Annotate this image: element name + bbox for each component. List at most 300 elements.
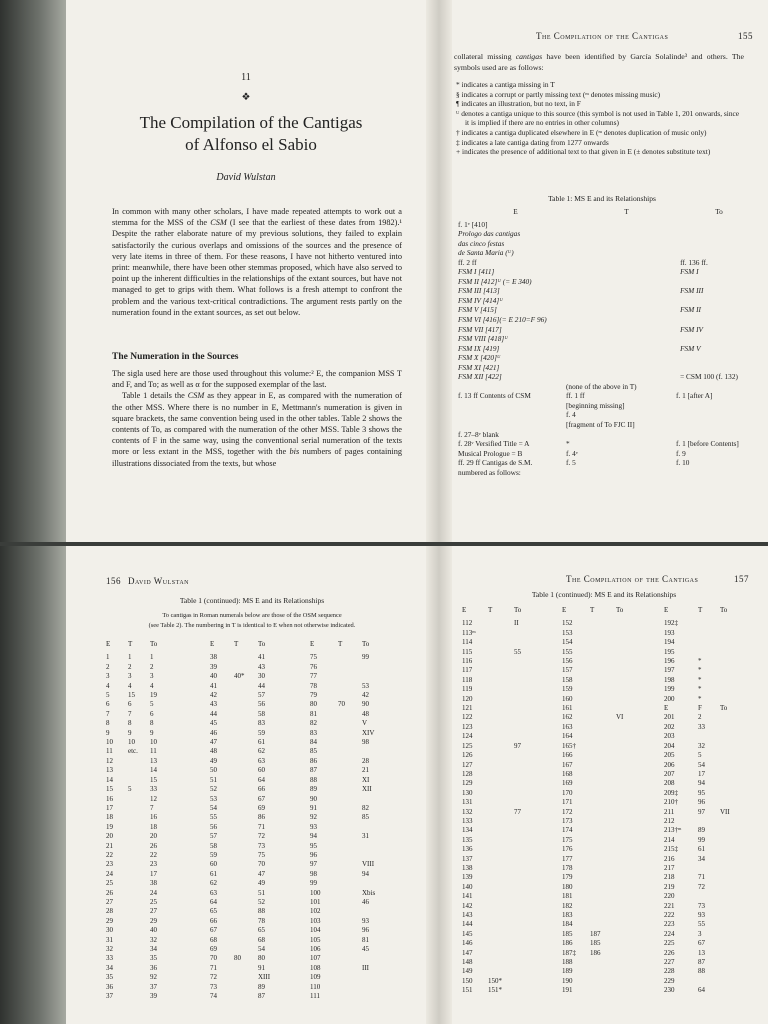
grid-cell: 18 bbox=[150, 822, 157, 831]
grid-cell bbox=[616, 845, 664, 854]
grid-cell bbox=[488, 958, 514, 967]
grid-cell bbox=[128, 851, 150, 860]
grid-cell bbox=[338, 823, 362, 832]
grid-row bbox=[106, 964, 392, 973]
grid-cell: 97 bbox=[698, 807, 705, 816]
grid-cell bbox=[488, 789, 514, 798]
grid-cell: 133 bbox=[462, 816, 473, 825]
grid-cell bbox=[720, 977, 748, 986]
grid-cell bbox=[616, 920, 664, 929]
grid-cell: 216 bbox=[664, 854, 675, 863]
grid-cell: 144 bbox=[462, 920, 473, 929]
table1-cell bbox=[680, 248, 758, 258]
grid-cell: 87 bbox=[310, 766, 317, 775]
grid-cell bbox=[590, 958, 616, 967]
grid-cell: 61 bbox=[210, 869, 217, 878]
grid-cell bbox=[590, 967, 616, 976]
grid-cell: 189 bbox=[562, 967, 573, 976]
grid-cell bbox=[590, 873, 616, 882]
continuation-text: collateral missing cantigas have been identified by García Solalinde³ and others. The symbols used are as follows: bbox=[454, 52, 744, 72]
grid-cell bbox=[616, 685, 664, 694]
grid-cell bbox=[338, 983, 362, 992]
grid-cell bbox=[338, 747, 362, 756]
grid-cell bbox=[338, 860, 362, 869]
grid-cell bbox=[514, 864, 562, 873]
grid-cell bbox=[128, 766, 150, 775]
grid-cell: 182 bbox=[562, 901, 573, 910]
table1-row bbox=[458, 420, 758, 430]
grid-cell bbox=[488, 873, 514, 882]
grid-cell bbox=[338, 795, 362, 804]
grid-cell bbox=[338, 719, 362, 728]
grid-cell: 46 bbox=[362, 897, 369, 906]
grid-row bbox=[462, 751, 748, 760]
grid-cell: 184 bbox=[562, 920, 573, 929]
grid-cell: 186 bbox=[562, 939, 573, 948]
grid-cell bbox=[488, 967, 514, 976]
grid-cell: 176 bbox=[562, 845, 573, 854]
grid-cell bbox=[616, 666, 664, 675]
grid-cell bbox=[362, 851, 392, 860]
grid-cell bbox=[514, 770, 562, 779]
grid-cell bbox=[616, 892, 664, 901]
table1-caption: Table 1: MS E and its Relationships bbox=[548, 194, 656, 203]
grid-cell: 193 bbox=[664, 628, 675, 637]
grid-cell bbox=[590, 685, 616, 694]
grid-cell bbox=[362, 983, 392, 992]
grid-cell: 16 bbox=[150, 813, 157, 822]
grid-row bbox=[462, 629, 748, 638]
grid-row bbox=[106, 729, 392, 738]
grid-cell bbox=[616, 939, 664, 948]
table1-cell: = CSM 100 (f. 132) bbox=[680, 372, 738, 382]
grid-cell: * bbox=[698, 666, 702, 675]
grid-cell: 112 bbox=[462, 619, 473, 628]
grid-cell: 219 bbox=[664, 882, 675, 891]
grid-cell: 170 bbox=[562, 788, 573, 797]
grid-cell bbox=[590, 751, 616, 760]
grid-cell bbox=[338, 653, 362, 662]
table1-cell: f. 1ᵛ [410] bbox=[458, 219, 488, 229]
grid-cell bbox=[488, 695, 514, 704]
grid-cell bbox=[338, 889, 362, 898]
table1-row bbox=[458, 439, 758, 449]
grid-cell bbox=[590, 629, 616, 638]
grid-cell: 77 bbox=[310, 672, 317, 681]
grid-cell bbox=[234, 851, 258, 860]
grid-cell: 1 bbox=[128, 653, 132, 662]
grid-cell: 60 bbox=[258, 766, 265, 775]
table1-row bbox=[458, 372, 758, 382]
grid-cell: 54 bbox=[698, 760, 705, 769]
grid-cell: XIV bbox=[362, 728, 375, 737]
table1-cell bbox=[458, 410, 576, 420]
table1-row bbox=[458, 391, 758, 401]
grid-cell: 7 bbox=[128, 709, 132, 718]
grid-cell: 10 bbox=[106, 738, 113, 747]
grid-cell bbox=[488, 826, 514, 835]
grid-row bbox=[106, 992, 392, 1001]
table1-row bbox=[458, 296, 758, 306]
grid-row bbox=[462, 836, 748, 845]
grid-row bbox=[106, 898, 392, 907]
grid-cell: 105 bbox=[310, 935, 321, 944]
grid-cell: 198 bbox=[664, 675, 675, 684]
grid-cell: 14 bbox=[106, 775, 113, 784]
grid-cell bbox=[616, 902, 664, 911]
grid-row bbox=[462, 855, 748, 864]
grid-cell: III bbox=[362, 963, 369, 972]
grid-cell bbox=[720, 845, 748, 854]
grid-cell bbox=[488, 657, 514, 666]
grid-cell bbox=[338, 870, 362, 879]
grid-cell: 87 bbox=[698, 958, 705, 967]
grid-cell bbox=[234, 945, 258, 954]
grid-cell: 91 bbox=[258, 963, 265, 972]
grid-cell: 13 bbox=[150, 756, 157, 765]
grid-cell bbox=[234, 747, 258, 756]
table1-cell bbox=[573, 229, 680, 239]
grid-cell: 74 bbox=[210, 992, 217, 1001]
grid-cell: 54 bbox=[258, 945, 265, 953]
grid-cell bbox=[720, 939, 748, 948]
grid-row bbox=[462, 902, 748, 911]
grid-cell: 85 bbox=[310, 747, 317, 756]
grid-header-cell: E bbox=[562, 606, 567, 614]
grid-cell bbox=[514, 826, 562, 835]
grid-cell: 94 bbox=[362, 869, 369, 878]
grid-cell bbox=[720, 864, 748, 873]
table-note-2: (see Table 2). The numbering in T is identical to E when not otherwise indicated. bbox=[148, 622, 356, 629]
grid-cell bbox=[720, 676, 748, 685]
grid-row bbox=[462, 713, 748, 722]
grid-cell bbox=[338, 992, 362, 1001]
grid-cell: 17 bbox=[698, 769, 705, 778]
grid-cell bbox=[720, 826, 748, 835]
table1-cell bbox=[680, 239, 758, 249]
grid-cell: 89 bbox=[310, 785, 317, 794]
grid-cell bbox=[362, 663, 392, 672]
grid-cell: 134 bbox=[462, 826, 473, 835]
grid-cell bbox=[720, 685, 748, 694]
page-number-156: 156 bbox=[106, 576, 121, 586]
grid-row bbox=[462, 930, 748, 939]
grid-cell: 64 bbox=[698, 986, 705, 995]
grid-cell bbox=[514, 638, 562, 647]
grid-cell bbox=[616, 873, 664, 882]
grid-cell bbox=[488, 779, 514, 788]
grid-cell: 23 bbox=[150, 860, 157, 869]
table1-cell: numbered as follows: bbox=[458, 467, 521, 477]
table1-row bbox=[458, 468, 758, 478]
grid-cell bbox=[590, 723, 616, 732]
grid-cell: 217 bbox=[664, 863, 675, 872]
grid-cell: Xbis bbox=[362, 888, 376, 897]
grid-cell bbox=[514, 713, 562, 722]
grid-cell bbox=[616, 808, 664, 817]
grid-cell: 73 bbox=[210, 982, 217, 991]
grid-row bbox=[462, 892, 748, 901]
grid-cell: 187‡ bbox=[562, 948, 576, 957]
grid-cell: 8 bbox=[150, 719, 154, 728]
grid-cell: 97 bbox=[310, 860, 317, 869]
grid-cell bbox=[234, 926, 258, 935]
grid-row bbox=[106, 719, 392, 728]
grid-cell bbox=[590, 713, 616, 722]
grid-cell bbox=[590, 695, 616, 704]
grid-row bbox=[106, 870, 392, 879]
grid-cell bbox=[338, 804, 362, 813]
grid-row bbox=[462, 986, 748, 995]
grid-header-cell: E bbox=[462, 606, 467, 614]
grid-header-cell: To bbox=[720, 606, 728, 614]
grid-row bbox=[106, 653, 392, 662]
grid-cell: 30 bbox=[258, 672, 265, 681]
grid-cell bbox=[338, 757, 362, 766]
grid-cell bbox=[338, 964, 362, 973]
table1-cell: FSM X [420]ᵁ bbox=[458, 353, 501, 363]
grid-cell: 32 bbox=[106, 945, 113, 953]
continuation-block bbox=[454, 52, 744, 73]
table1-cell: Prologo das cantigas bbox=[458, 229, 521, 239]
grid-row bbox=[462, 619, 748, 628]
grid-cell bbox=[234, 964, 258, 973]
grid-cell: 6 bbox=[128, 700, 132, 709]
grid-cell bbox=[234, 842, 258, 851]
grid-cell: 125 bbox=[462, 741, 473, 750]
grid-row bbox=[462, 685, 748, 694]
grid-cell: 75 bbox=[258, 850, 265, 859]
table1-cont-right bbox=[462, 606, 748, 996]
grid-cell bbox=[234, 682, 258, 691]
grid-cell: 53 bbox=[362, 681, 369, 690]
grid-cell bbox=[234, 653, 258, 662]
grid-cell: 5 bbox=[106, 691, 110, 700]
page-number-157: 157 bbox=[734, 574, 749, 584]
table1-row bbox=[458, 353, 758, 363]
table1-cell: FSM VIII [418]ᵁ bbox=[458, 334, 508, 344]
table1-cell bbox=[573, 334, 680, 344]
grid-row bbox=[462, 676, 748, 685]
grid-cell: 50 bbox=[210, 766, 217, 775]
grid-row bbox=[462, 958, 748, 967]
grid-cell: 208 bbox=[664, 779, 675, 788]
grid-cell: XI bbox=[362, 775, 370, 784]
grid-cell: 116 bbox=[462, 657, 473, 666]
grid-row bbox=[106, 691, 392, 700]
grid-cell: 2 bbox=[150, 662, 154, 671]
symbol-line: § indicates a corrupt or partly missing text (ᵐ denotes missing music) bbox=[456, 89, 661, 99]
grid-cell bbox=[590, 836, 616, 845]
grid-cell bbox=[590, 864, 616, 873]
grid-cell bbox=[128, 936, 150, 945]
grid-cell bbox=[698, 864, 720, 873]
grid-cell: VIII bbox=[362, 860, 375, 869]
grid-cell: 86 bbox=[310, 756, 317, 765]
symbol-line: + indicates the presence of additional text to that given in E (± denotes substitute text) bbox=[456, 147, 711, 157]
grid-row bbox=[462, 742, 748, 751]
grid-cell bbox=[616, 695, 664, 704]
grid-cell bbox=[616, 798, 664, 807]
grid-row bbox=[462, 864, 748, 873]
grid-cell bbox=[362, 747, 392, 756]
grid-cell: 67 bbox=[258, 794, 265, 803]
grid-cell: 81 bbox=[362, 935, 369, 944]
grid-cell: 204 bbox=[664, 741, 675, 750]
table1-row bbox=[458, 220, 758, 230]
table1-cell bbox=[573, 258, 680, 268]
grid-row bbox=[462, 826, 748, 835]
grid-cell bbox=[488, 949, 514, 958]
grid-cell bbox=[128, 964, 150, 973]
grid-cell: 71 bbox=[210, 963, 217, 972]
grid-cell: 93 bbox=[362, 916, 369, 925]
grid-cell: 55 bbox=[210, 813, 217, 822]
grid-cell: 69 bbox=[258, 803, 265, 812]
grid-cell: 24 bbox=[150, 888, 157, 897]
grid-cell bbox=[720, 817, 748, 826]
grid-cell bbox=[338, 766, 362, 775]
grid-cell: 56 bbox=[210, 822, 217, 831]
table1-cell bbox=[573, 286, 680, 296]
grid-header-cell: T bbox=[488, 606, 493, 614]
grid-cell bbox=[616, 676, 664, 685]
grid-cell bbox=[362, 672, 392, 681]
grid-cell: 154 bbox=[562, 638, 573, 647]
grid-row bbox=[106, 672, 392, 681]
chapter-title bbox=[86, 112, 416, 156]
spine-fold bbox=[426, 546, 452, 1024]
grid-cell bbox=[616, 883, 664, 892]
table1-row bbox=[458, 410, 758, 420]
grid-cell: 124 bbox=[462, 732, 473, 741]
grid-cell: 64 bbox=[258, 775, 265, 784]
grid-cell: 28 bbox=[106, 907, 113, 916]
grid-cell: 153 bbox=[562, 628, 573, 637]
grid-cell bbox=[128, 870, 150, 879]
grid-cell bbox=[234, 700, 258, 709]
grid-cell: 187 bbox=[590, 929, 601, 938]
grid-cell: 201 bbox=[664, 713, 675, 722]
grid-cell: 109 bbox=[310, 973, 321, 982]
grid-cell: 31 bbox=[362, 832, 369, 841]
grid-cell bbox=[590, 902, 616, 911]
grid-cell bbox=[590, 883, 616, 892]
grid-cell bbox=[514, 676, 562, 685]
table1-row bbox=[458, 305, 758, 315]
grid-cell bbox=[590, 892, 616, 901]
grid-cell bbox=[514, 939, 562, 948]
grid-cell bbox=[514, 798, 562, 807]
grid-cell: 215‡ bbox=[664, 845, 678, 854]
grid-cell bbox=[720, 920, 748, 929]
grid-cell bbox=[616, 742, 664, 751]
grid-cell bbox=[128, 898, 150, 907]
grid-cell bbox=[720, 855, 748, 864]
top-spread bbox=[66, 0, 768, 542]
grid-cell bbox=[590, 845, 616, 854]
grid-cell bbox=[590, 920, 616, 929]
grid-row bbox=[106, 983, 392, 992]
grid-cell bbox=[234, 729, 258, 738]
table1-cell bbox=[573, 277, 680, 287]
grid-cell bbox=[488, 892, 514, 901]
grid-cell bbox=[488, 723, 514, 732]
grid-cell bbox=[514, 855, 562, 864]
table1-cell bbox=[458, 382, 576, 392]
grid-row bbox=[106, 813, 392, 822]
grid-cell: 8 bbox=[106, 719, 110, 728]
grid-cell: 73 bbox=[698, 901, 705, 910]
grid-cell bbox=[720, 657, 748, 666]
grid-row bbox=[106, 738, 392, 747]
grid-cell: 150 bbox=[462, 976, 473, 985]
grid-cell bbox=[720, 836, 748, 845]
table1-cell: ff. 29 ff Cantigas de S.M. bbox=[458, 458, 533, 468]
grid-cell bbox=[338, 879, 362, 888]
grid-cell: 143 bbox=[462, 911, 473, 919]
grid-cell bbox=[616, 967, 664, 976]
grid-cell: 35 bbox=[150, 954, 157, 963]
grid-row bbox=[462, 920, 748, 929]
grid-cell bbox=[488, 685, 514, 694]
grid-cell bbox=[234, 898, 258, 907]
grid-cell bbox=[616, 986, 664, 995]
grid-cell: 42 bbox=[210, 691, 217, 700]
table1-row bbox=[458, 277, 758, 287]
grid-row bbox=[462, 789, 748, 798]
grid-cell bbox=[234, 936, 258, 945]
grid-cell: 55 bbox=[514, 647, 521, 656]
grid-cell bbox=[590, 742, 616, 751]
grid-cell: 228 bbox=[664, 967, 675, 976]
grid-cell: 1 bbox=[150, 653, 154, 662]
table1-cell: FSM III [413] bbox=[458, 286, 500, 296]
grid-cell bbox=[234, 832, 258, 841]
grid-cell: 9 bbox=[106, 728, 110, 737]
grid-cell bbox=[128, 879, 150, 888]
symbol-line: ¶ indicates an illustration, but no text, in F bbox=[456, 99, 581, 109]
table1-cell: f. 5 bbox=[566, 458, 576, 468]
grid-row bbox=[462, 817, 748, 826]
grid-cell bbox=[514, 930, 562, 939]
grid-cell: VII bbox=[720, 807, 730, 816]
grid-cell: 213†ᵐ bbox=[664, 826, 682, 835]
grid-cell bbox=[590, 657, 616, 666]
grid-cell: 148 bbox=[462, 958, 473, 967]
intro-block bbox=[112, 206, 402, 318]
grid-cell: 86 bbox=[258, 813, 265, 822]
grid-cell: 188 bbox=[562, 958, 573, 967]
grid-cell: 195 bbox=[664, 647, 675, 656]
grid-row bbox=[462, 808, 748, 817]
grid-cell: 82 bbox=[362, 803, 369, 812]
grid-cell: 40 bbox=[210, 672, 217, 681]
grid-cell: 209‡ bbox=[664, 788, 678, 797]
grid-cell: 60 bbox=[210, 860, 217, 869]
grid-cell bbox=[488, 911, 514, 920]
grid-row bbox=[106, 766, 392, 775]
grid-header-cell: To bbox=[514, 606, 522, 614]
table1-cell: f. 4ᵛ bbox=[566, 448, 578, 458]
table1-cell bbox=[573, 239, 680, 249]
grid-cell: 98 bbox=[362, 738, 369, 747]
grid-cell: 32 bbox=[150, 935, 157, 944]
grid-header-cell: E bbox=[664, 606, 669, 614]
section-heading: The Numeration in the Sources bbox=[112, 352, 239, 362]
grid-cell: 222 bbox=[664, 911, 675, 919]
table1-cell bbox=[573, 296, 680, 306]
